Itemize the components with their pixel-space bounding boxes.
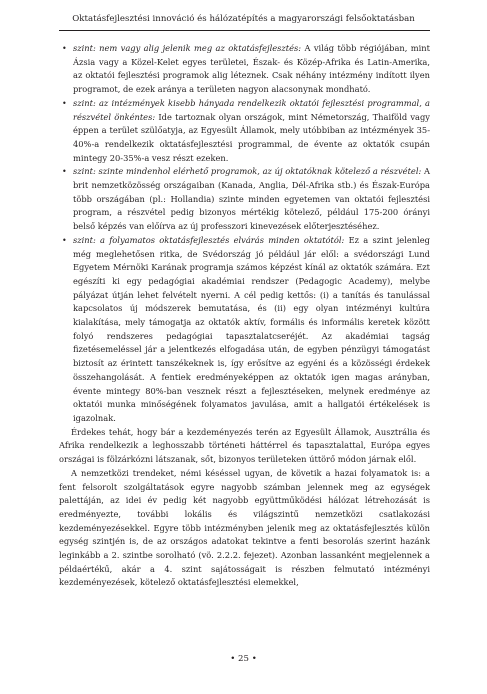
list-item	[59, 42, 430, 97]
list-item-text: A világ több régiójában, mint Ázsia vagy a Közel-Kelet egyes területei, Észak- és Közép-Afrika és Latin-Amerika, az oktatói fejlesztési programok alig léteznek. Csak néhány intézmény indított ilyen programot, de ezek aránya a területen nagyon alacsonynak mondható.	[73, 43, 430, 95]
bullet-mark: •	[62, 167, 67, 177]
header-divider	[59, 30, 430, 31]
list-item	[59, 165, 430, 234]
footer-bullet-left: •	[230, 654, 236, 664]
footer-bullet-right: •	[251, 654, 257, 664]
list-item-text: Ez a szint jelenleg még meglehetősen ritka, de Svédország jó például jár elől: a svédországi Lund Egyetem Mérnöki Karának programja számos képzést kínál az oktatók számára. Ezt egészíti ki egy pedagógiai akadémiai rendszer (Pedagogic Academy), melybe pályázat útján lehet felvételt nyerni. A cél pedig kettős: (i) a tanítás és tanulással kapcsolatos új módszerek bemutatása, és (ii) egy olyan intézményi kultúra kialakítása, mely támogatja az oktatók aktív, formális és informális keretek között folyó rendszeres pedagógiai tapasztalatcseréjét. Az akadémiai tagság fizetésemeléssel jár a jelentkezés elfogadása után, de egyben pénzügyi támogatást biztosít az érintett tanszékeknek is, így erősítve az egyéni és a közösségi érdekek összehangolását. A fentiek eredményeképpen az oktatók igen magas arányban, évente mintegy 80%-ban vesznek részt a fejlesztéseken, melynek eredménye az oktatói munka minőségének folyamatos javulása, amit a hallgatói értékelések is igazolnak.	[73, 234, 430, 423]
paragraph: A nemzetközi trendeket, némi késéssel ugyan, de követik a hazai folyamatok is: a fent felsorolt szolgáltatások egyre nagyobb számban jelennek meg az egységek palettáján, az idei év pedig két nagyobb együttműködési hálózat létrehozását is eredményezte, további lokális és világszintű nemzetközi csatlakozási kezdeményezésekkel. Egyre több intézményben jelenik meg az oktatásfejlesztés külön egység szintjén is, de az országos adatokat tekintve a fenti besorolás szerint hazánk leginkább a 2. szintbe sorolható (vö. 2.2.2. fejezet). Azonban lassanként megjelennek a példaértékű, akár a 4. szint sajátosságait is részben felmutató intézményi kezdeményezések, kötelező oktatásfejlesztési elemekkel,	[59, 467, 430, 588]
page-number: 25	[238, 654, 249, 664]
list-item	[59, 234, 430, 426]
list-item-lead: szint: a folyamatos oktatásfejlesztés elvárás minden oktatótól:	[73, 234, 345, 245]
bullet-mark: •	[62, 235, 67, 245]
paragraph: Érdekes tehát, hogy bár a kezdeményezés terén az Egyesült Államok, Ausztrália és Afrika rendelkezik a leghosszabb történeti háttérrel és tapasztalattal, Európa egyes országai is fölzárkózni látszanak, sőt, bizonyos területeken úttörő módon járnak elől.	[59, 426, 430, 465]
page-footer	[0, 654, 487, 664]
list-item-lead: szint: az intézmények kisebb hányada rendelkezik oktatói fejlesztési programmal, a részvétel önkéntes:	[73, 97, 430, 122]
page-body	[59, 42, 430, 590]
list-item-text: A brit nemzetközösség országaiban (Kanada, Anglia, Dél-Afrika stb.) és Észak-Európa több országában (pl.: Hollandia) szinte minden egyetemen van oktatói fejlesztési program, a részvétel pedig bizonyos mértékig kötelező, például 175-200 órányi belső képzés van előírva az új professzori kinevezések előterjesztéséhez.	[73, 166, 430, 232]
bullet-mark: •	[62, 44, 67, 53]
list-item-lead: szint: szinte mindenhol elérhető programok, az új oktatóknak kötelező a részvétel:	[73, 166, 422, 177]
list-item	[59, 97, 430, 166]
bullet-mark: •	[62, 98, 67, 108]
level-list	[59, 42, 430, 426]
list-item-text: Ide tartoznak olyan országok, mint Németország, Thaiföld vagy éppen a terület szülőatyja, az Egyesült Államok, mely utóbbiban az intézmények 35-40%-a rendelkezik oktatásfejlesztési programmal, de évente az oktatók csupán mintegy 20-35%-a vesz részt ezeken.	[73, 111, 430, 163]
list-item-lead: szint: nem vagy alig jelenik meg az oktatásfejlesztés:	[73, 43, 302, 53]
running-header: Oktatásfejlesztési innováció és hálózatépítés a magyarországi felsőoktatásban	[72, 14, 415, 24]
